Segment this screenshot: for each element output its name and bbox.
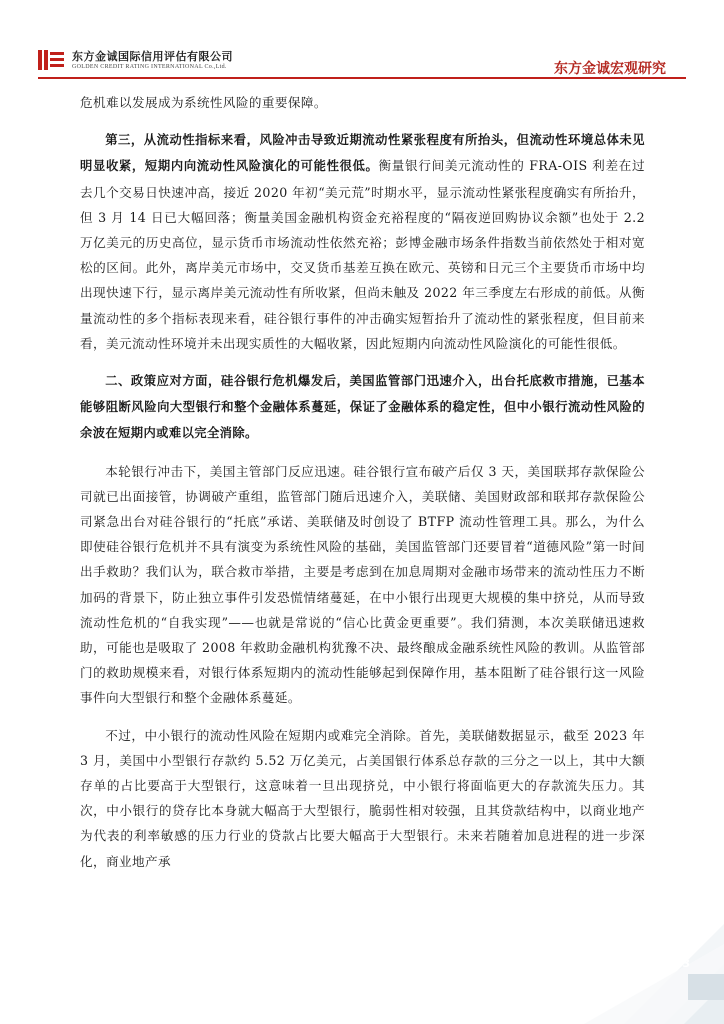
company-logo [38, 48, 233, 72]
header-divider [38, 77, 686, 79]
section-heading-bold: 二、政策应对方面，硅谷银行危机爆发后，美国监管部门迅速介入，出台托底救市措施，已基本能够阻断风险向大型银行和整个金融体系蔓延，保证了金融体系的稳定性，但中小银行流动性风险的余波在短期内或难以完全消除。 [80, 374, 645, 441]
document-body [80, 90, 645, 886]
company-logo-icon [38, 48, 66, 72]
paragraph: 不过，中小银行的流动性风险在短期内或难完全消除。首先，美联储数据显示，截至 2023 年 3 月，美国中小型银行存款约 5.52 万亿美元，占美国银行体系总存款的三分之一以上，其中大额存单的占比要高于大型银行，这意味着一旦出现挤兑，中小银行将面临更大的存款流失压力。其次，中小银行的贷存比本身就大幅高于大型银行，脆弱性相对较强，且其贷款结构中，以商业地产为代表的利率敏感的压力行业的贷款占比要大幅高于大型银行。未来若随着加息进程的进一步深化，商业地产承 [80, 727, 645, 869]
page-header [0, 0, 724, 80]
page-corner-decoration [564, 824, 724, 1024]
paragraph-text: 衡量银行间美元流动性的 FRA-OIS 利差在过去几个交易日快速冲高，接近 2020 年初“美元荒”时期水平，显示流动性紧张程度确实有所抬升，但 3 月 14 日已大幅回落；衡量美国金融机构资金充裕程度的“隔夜逆回购协议余额”也处于 2.2 万亿美元的历史高位，显示货币市场流动性依然充裕；彭博金融市场条件指数当前依然处于相对宽松的区间。此外，离岸美元市场中，交叉货币基差互换在欧元、英镑和日元三个主要货币市场中均出现快速下行，显示离岸美元流动性有所收紧，但尚未触及 2022 年三季度左右形成的前低。从衡量流动性的多个指标表现来看，硅谷银行事件的冲击确实短暂抬升了流动性的紧张程度，但目前来看，美元流动性环境并未出现实质性的大幅收紧，因此短期内向流动性风险演化的可能性很低。 [80, 158, 646, 351]
logo-chinese-name: 东方金诚国际信用评估有限公司 [72, 49, 233, 63]
section-heading-paragraph [80, 368, 645, 447]
paragraph [80, 127, 645, 356]
paragraph-lead-bold: 第三，从流动性指标来看，风险冲击导致近期流动性紧张程度有所抬头，但流动性环境总体未见明显收紧，短期内向流动性风险演化的可能性很低。 [80, 133, 645, 174]
paragraph: 危机难以发展成为系统性风险的重要保障。 [80, 95, 327, 110]
report-series-title: 东方金诚宏观研究 [554, 61, 666, 77]
paragraph: 本轮银行冲击下，美国主管部门反应迅速。硅谷银行宣布破产后仅 3 天，美国联邦存款保险公司就已出面接管，协调破产重组，监管部门随后迅速介入，美联储、美国财政部和联邦存款保险公司紧急出台对硅谷银行的“托底”承诺、美联储及时创设了 BTFP 流动性管理工具。那么，为什么即使硅谷银行危机并不具有演变为系统性风险的基础，美国监管部门还要冒着“道德风险”第一时间出手救助？我们认为，联合救市举措，主要是考虑到在加息周期对金融市场带来的流动性压力不断加码的背景下，防止独立事件引发恐慌情绪蔓延，在中小银行出现更大规模的集中挤兑，从而导致流动性危机的“自我实现”——也就是常说的“信心比黄金更重要”。我们猜测，本次美联储迅速救助，可能也是吸取了 2008 年救助金融机构犹豫不决、最终酿成金融系统性风险的教训。从监管部门的救助规模来看，对银行体系短期内的流动性能够起到保障作用，基本阻断了硅谷银行这一风险事件向大型银行和整个金融体系蔓延。 [80, 463, 645, 706]
page-number: 3 [682, 957, 690, 970]
logo-english-name: GOLDEN CREDIT RATING INTERNATIONAL Co.,Ltd. [72, 63, 227, 70]
